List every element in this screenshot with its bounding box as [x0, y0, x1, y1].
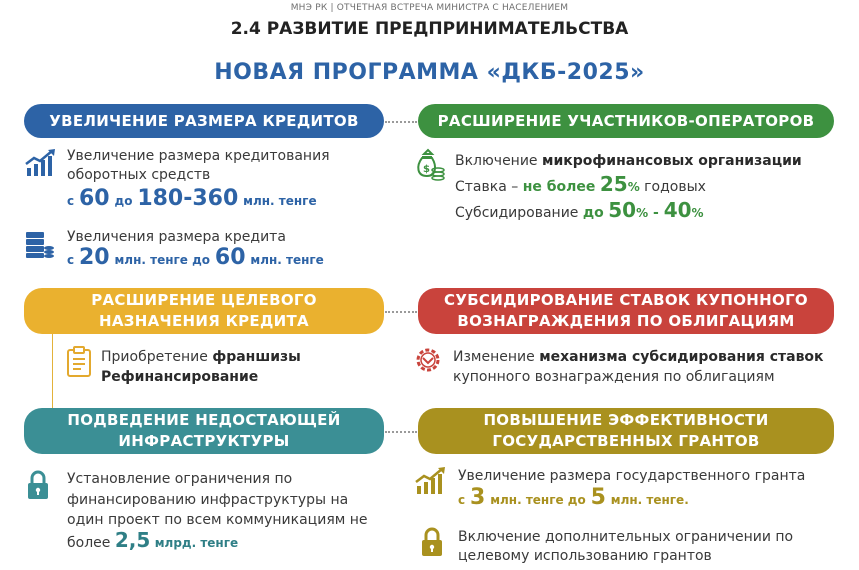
target-header	[24, 288, 384, 334]
infra-line1: Установление ограничения по	[67, 471, 293, 487]
infra-title-line1: ПОДВЕДЕНИЕ НЕДОСТАЮЩЕЙ	[67, 411, 341, 429]
credit-item2-c: с	[67, 253, 75, 267]
coupon-title-line2: ВОЗНАГРАЖДЕНИЯ ПО ОБЛИГАЦИЯМ	[457, 312, 795, 330]
infra-value: 2,5	[114, 528, 151, 552]
credit-item1-unit: млн. тенге	[243, 194, 317, 208]
connector-bottom	[385, 431, 417, 433]
grants-title-line1: ПОВЫШЕНИЕ ЭФФЕКТИВНОСТИ	[483, 411, 769, 429]
grants-header	[418, 408, 834, 454]
credit-item1-line2: оборотных средств	[67, 167, 211, 183]
grants-title-line2: ГОСУДАРСТВЕННЫХ ГРАНТОВ	[492, 432, 760, 450]
coupon-line1-a: Изменение	[453, 349, 535, 365]
target-title-line1: РАСШИРЕНИЕ ЦЕЛЕВОГО	[91, 291, 317, 309]
credit-item2-unit: млн. тенге	[250, 253, 324, 267]
target-line2: Рефинансирование	[101, 369, 259, 385]
operators-subsidy-v2: 40	[663, 198, 692, 222]
grants-line3: Включение дополнительных ограничении по	[458, 529, 794, 545]
credit-item1-v1: 60	[79, 186, 110, 211]
coupon-title-line1: СУБСИДИРОВАНИЕ СТАВОК КУПОННОГО	[444, 291, 808, 309]
coupon-header	[418, 288, 834, 334]
header-subtitle: МНЭ РК | ОТЧЕТНАЯ ВСТРЕЧА МИНИСТРА С НАСЕЛЕНИЕМ	[290, 3, 569, 13]
svg-text:$: $	[423, 164, 430, 175]
money-bag-icon	[414, 148, 446, 182]
section-title: 2.4 РАЗВИТИЕ ПРЕДПРИНИМАТЕЛЬСТВА	[230, 19, 629, 39]
target-line1-a: Приобретение	[101, 349, 208, 365]
credit-item1-text	[67, 147, 330, 185]
grants-mid: млн. тенге до	[490, 493, 586, 507]
connector-middle	[385, 311, 417, 313]
lock-icon	[420, 527, 444, 557]
operators-rate-value: 25	[599, 172, 628, 196]
operators-subsidy-pct2: %	[691, 206, 704, 220]
operators-line1	[455, 152, 802, 171]
credit-item2-values	[67, 245, 324, 273]
chart-growth-icon	[414, 466, 448, 496]
operators-subsidy-v1: 50	[608, 198, 637, 222]
infra-line4-text: более	[67, 535, 111, 551]
operators-line2	[455, 172, 706, 199]
coupon-line1	[453, 348, 824, 367]
coupon-line1-b: механизма субсидирования ставок	[539, 349, 824, 365]
connector-top	[385, 121, 417, 123]
infra-line3: один проект по всем коммуникациям не	[67, 512, 368, 528]
clipboard-icon	[66, 346, 92, 378]
grants-line1: Увеличение размера государственного гранта	[458, 468, 806, 484]
operators-line3-b: до	[582, 205, 604, 221]
credit-size-title: УВЕЛИЧЕНИЕ РАЗМЕРА КРЕДИТОВ	[49, 111, 359, 130]
program-title: НОВАЯ ПРОГРАММА «ДКБ-2025»	[214, 60, 645, 85]
infra-header	[24, 408, 384, 454]
target-title-line2: НАЗНАЧЕНИЯ КРЕДИТА	[99, 312, 309, 330]
operators-line1-a: Включение	[455, 153, 538, 169]
chart-growth-icon	[24, 148, 58, 178]
infra-line4	[67, 528, 238, 555]
credit-item2-mid: млн. тенге до	[114, 253, 211, 267]
lock-icon	[26, 470, 50, 500]
operators-subsidy-pct1: %	[636, 206, 649, 220]
operators-header	[418, 104, 834, 138]
operators-line3-a: Субсидирование	[455, 205, 579, 221]
credit-item1-values	[67, 186, 317, 214]
operators-title: РАСШИРЕНИЕ УЧАСТНИКОВ-ОПЕРАТОРОВ	[437, 111, 815, 130]
operators-subsidy-dash: -	[648, 205, 664, 221]
infra-line2: финансированию инфраструктуры на	[67, 491, 349, 508]
connector-vertical	[52, 334, 53, 410]
grants-values	[458, 485, 689, 513]
credit-item1-line1: Увеличение размера кредитования	[67, 148, 330, 164]
credit-item2-line1: Увеличения размера кредита	[67, 229, 286, 245]
grants-v1: 3	[470, 485, 486, 510]
operators-line2-a: Ставка –	[455, 179, 519, 195]
grants-v2: 5	[590, 485, 606, 510]
target-line1-b: франшизы	[212, 349, 301, 365]
credit-item1-do: до	[114, 194, 133, 208]
infra-title-line2: ИНФРАСТРУКТУРЫ	[118, 432, 290, 450]
credit-item1-v2: 180-360	[137, 186, 239, 211]
infra-unit: млрд. тенге	[154, 536, 239, 550]
credit-item2-v1: 20	[79, 245, 110, 270]
operators-line2-b: не более	[522, 179, 596, 195]
operators-line1-b: микрофинансовых организации	[542, 153, 802, 169]
credit-item1-c: с	[67, 194, 75, 208]
grants-line4: целевому использованию грантов	[458, 548, 712, 564]
operators-rate-pct: %	[627, 180, 640, 194]
operators-line2-c: годовых	[644, 179, 706, 195]
coupon-line2: купонного вознаграждения по облигациям	[453, 369, 775, 385]
target-line1	[101, 348, 301, 367]
credit-item2-v2: 60	[214, 245, 246, 270]
gear-icon	[414, 346, 442, 374]
infra-text	[67, 469, 368, 531]
grants-unit: млн. тенге.	[610, 493, 689, 507]
operators-line3	[455, 198, 704, 225]
grants-text	[458, 528, 793, 566]
credit-size-header	[24, 104, 384, 138]
grants-c: с	[458, 493, 466, 507]
money-stack-icon	[24, 228, 56, 260]
